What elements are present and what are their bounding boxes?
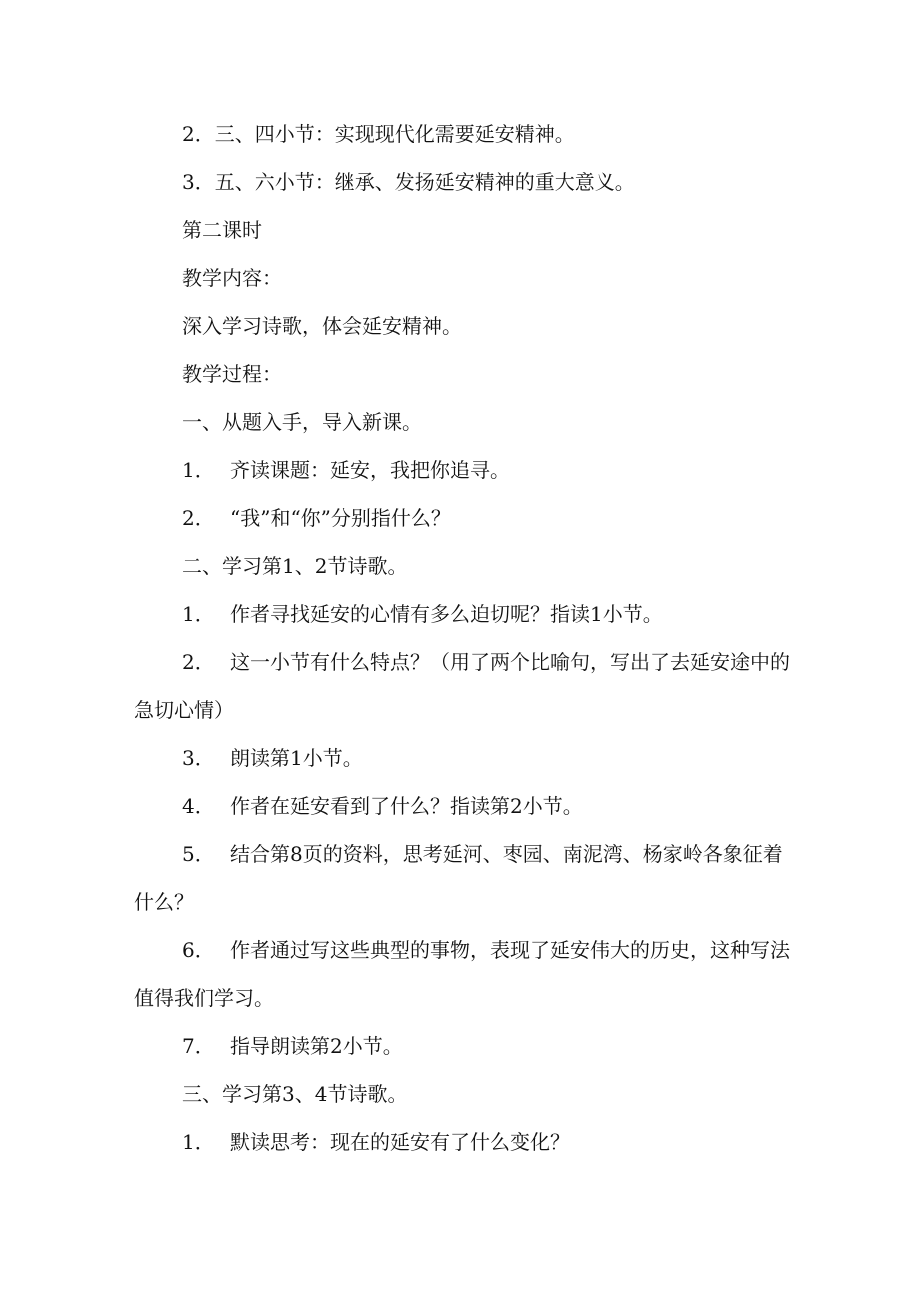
list-item	[134, 926, 794, 1022]
list-item	[134, 638, 794, 734]
document-page	[134, 110, 794, 1166]
list-text: 指导朗读第2小节。	[230, 1034, 403, 1058]
list-text: 默读思考：现在的延安有了什么变化？	[230, 1130, 570, 1154]
list-item	[134, 494, 794, 542]
list-text: 齐读课题：延安，我把你追寻。	[230, 458, 510, 482]
list-item	[134, 782, 794, 830]
list-text: 这一小节有什么特点？（用了两个比喻句，写出了去延安途中的急切心情）	[134, 650, 790, 722]
heading-teaching-process: 教学过程：	[182, 362, 282, 386]
list-number: 1．	[182, 602, 215, 626]
list-number: 3．	[182, 746, 215, 770]
list-item	[134, 734, 794, 782]
list-item	[134, 590, 794, 638]
list-text: 结合第8页的资料，思考延河、枣园、南泥湾、杨家岭各象征着什么？	[134, 842, 783, 914]
list-number: 2．	[182, 650, 215, 674]
list-number: 2．	[182, 506, 215, 530]
list-text: 作者寻找延安的心情有多么迫切呢？指读1小节。	[230, 602, 663, 626]
heading-part-one: 一、从题入手，导入新课。	[182, 410, 422, 434]
list-number: 1．	[182, 1130, 215, 1154]
heading-part-three: 三、学习第3、4节诗歌。	[182, 1082, 408, 1106]
list-item	[134, 446, 794, 494]
list-text: 作者通过写这些典型的事物，表现了延安伟大的历史，这种写法值得我们学习。	[134, 938, 790, 1010]
list-number: 6．	[182, 938, 215, 962]
list-item	[134, 830, 794, 926]
heading-teaching-content: 教学内容：	[182, 266, 282, 290]
list-text: “我”和“你”分别指什么？	[230, 506, 451, 530]
paragraph-section-3-4: 2．三、四小节：实现现代化需要延安精神。	[182, 122, 575, 146]
list-item	[134, 1022, 794, 1070]
list-number: 5．	[182, 842, 215, 866]
list-number: 1．	[182, 458, 215, 482]
list-text: 朗读第1小节。	[230, 746, 363, 770]
heading-second-lesson: 第二课时	[182, 218, 262, 242]
heading-part-two: 二、学习第1、2节诗歌。	[182, 554, 408, 578]
list-item	[134, 1118, 794, 1166]
list-number: 4．	[182, 794, 215, 818]
paragraph-section-5-6: 3．五、六小节：继承、发扬延安精神的重大意义。	[182, 170, 635, 194]
paragraph-teaching-content: 深入学习诗歌，体会延安精神。	[182, 314, 462, 338]
list-text: 作者在延安看到了什么？指读第2小节。	[230, 794, 583, 818]
list-number: 7．	[182, 1034, 215, 1058]
